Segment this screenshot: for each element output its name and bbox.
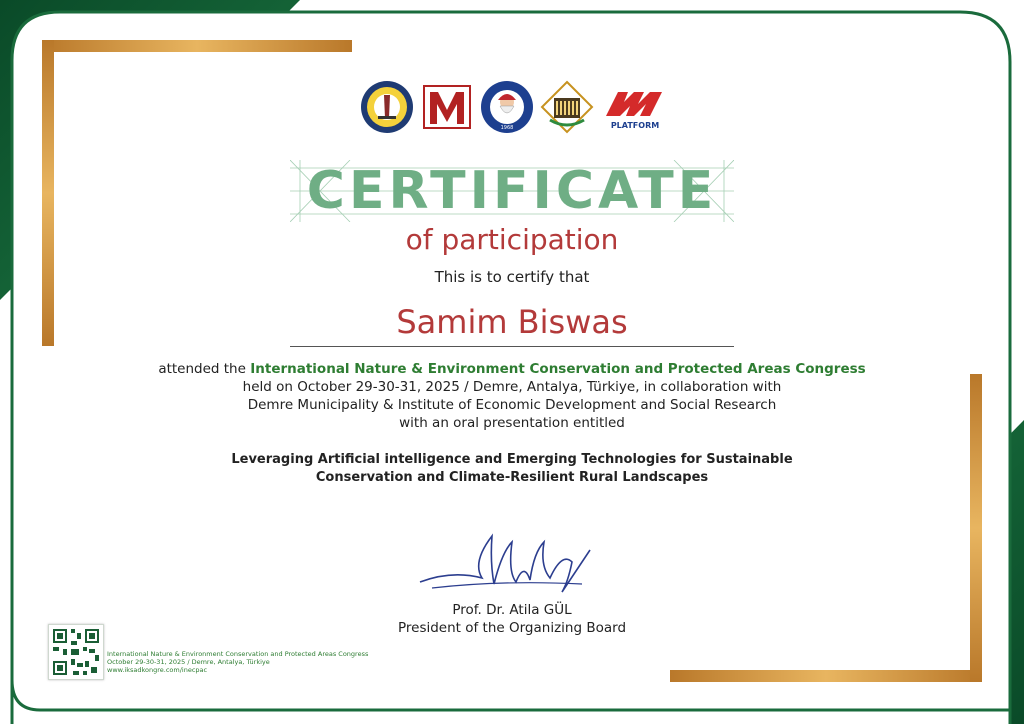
- attended-prefix: attended the: [158, 361, 246, 377]
- recipient-name: Samim Biswas: [396, 303, 628, 341]
- footer-line-2: October 29-30-31, 2025 / Demre, Antalya, Türkiye: [107, 658, 270, 666]
- handwritten-signature: [412, 522, 602, 608]
- body-line-2: held on October 29-30-31, 2025 / Demre, Antalya, Türkiye, in collaboration with: [242, 379, 782, 395]
- qr-code-icon: [49, 625, 103, 679]
- signatory-title: President of the Organizing Board: [397, 620, 627, 636]
- platform-logo-text: PLATFORM: [610, 121, 660, 130]
- congress-name: International Nature & Environment Conservation and Protected Areas Congress: [250, 361, 866, 377]
- footer-line-1: International Nature & Environment Conservation and Protected Areas Congress: [107, 650, 369, 658]
- name-underline: [290, 346, 734, 347]
- platform-logo: [600, 80, 670, 134]
- demre-municipality-seal: [480, 80, 534, 134]
- m-logo: [420, 80, 474, 134]
- gold-bar-top: [42, 40, 352, 52]
- attendance-line: [0, 360, 1024, 378]
- certify-text: This is to certify that: [434, 268, 590, 286]
- presentation-title-line-1: Leveraging Artificial intelligence and Emerging Technologies for Sustainable: [231, 452, 793, 467]
- qr-code: [48, 624, 104, 680]
- gold-bar-bottom: [670, 670, 982, 682]
- university-seal-logo: [360, 80, 414, 134]
- footer-url: www.iksadkongre.com/inecpac: [107, 666, 208, 674]
- certificate-subtitle: of participation: [405, 223, 619, 256]
- body-line-3: Demre Municipality & Institute of Economic Development and Social Research: [247, 397, 777, 413]
- body-line-4: with an oral presentation entitled: [399, 415, 625, 431]
- institute-building-logo: [540, 80, 594, 134]
- presentation-title-line-2: Conservation and Climate-Resilient Rural Landscapes: [315, 470, 709, 485]
- seal-year: 1968: [500, 125, 514, 131]
- certificate-title: CERTIFICATE: [306, 161, 718, 221]
- signatory-name: Prof. Dr. Atila GÜL: [452, 602, 572, 618]
